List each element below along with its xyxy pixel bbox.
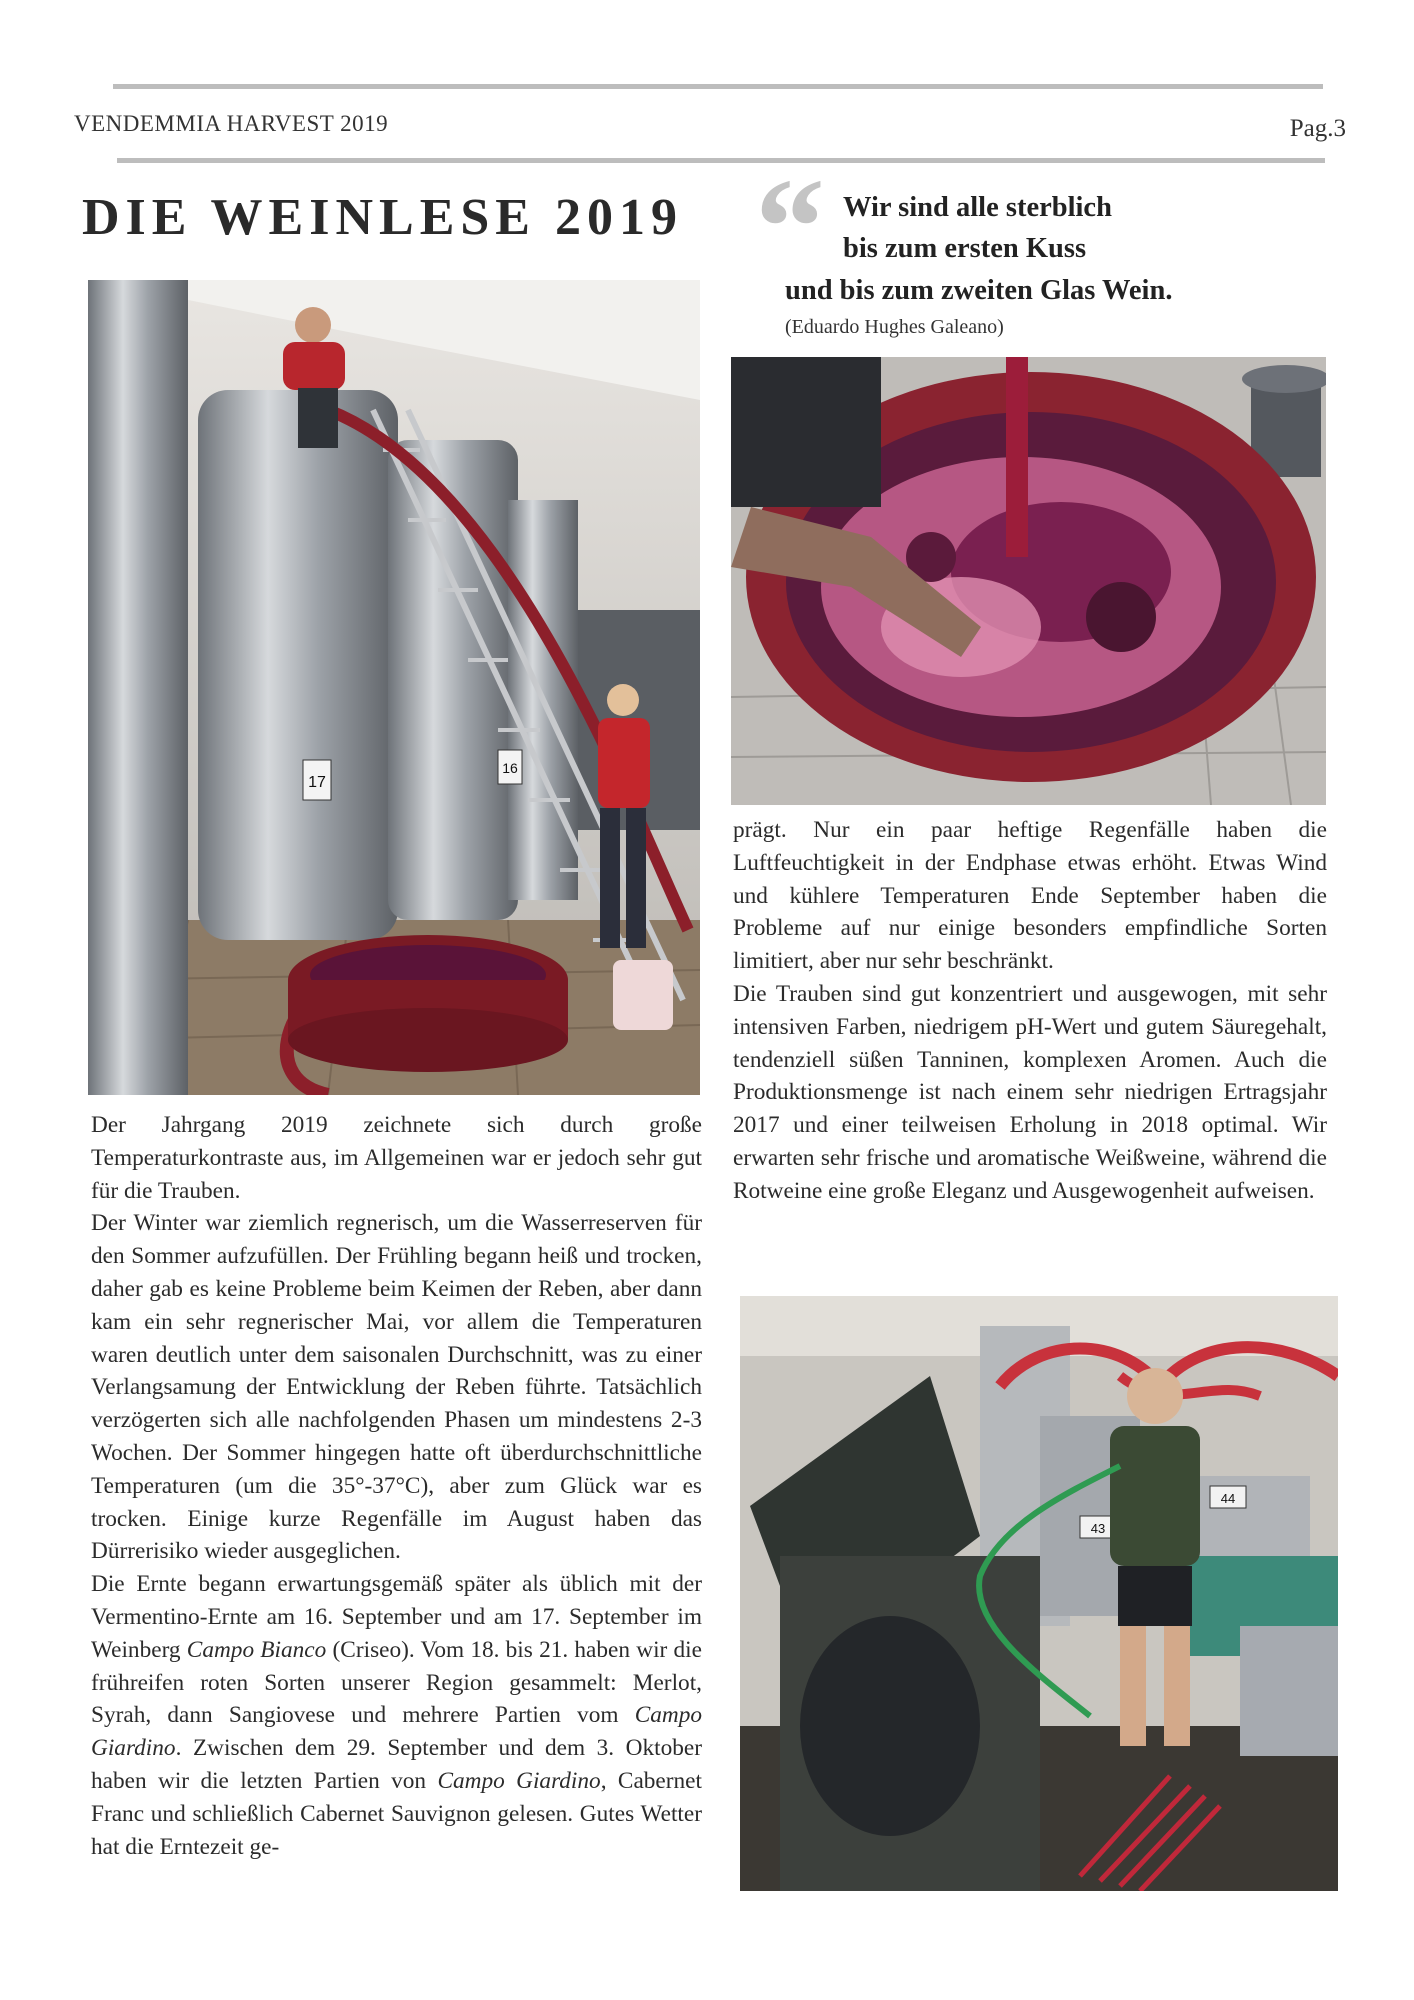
paragraph-weather: Der Winter war ziemlich regnerisch, um die Wasserreserven für den Sommer aufzufüllen. Der Frühling begann heiß und trocken, daher gab es keine Probleme beim Keimen der Reben, aber dann kam ein sehr regnerischer Mai, vor allem die Temperaturen waren deutlich unter dem saisonalen Durchschnitt, was zu einer Verlangsamung der Entwicklung der Reben führte. Tatsächlich verzögerten sich alle nachfolgenden Phasen um mindestens 2-3 Wochen. Der Sommer hingegen hatte oft überdurchschnittliche Temperaturen (um die 35°-37°C), aber zum Glück war es trocken. Einige kurze Regenfälle im August haben das Dürrerisiko wieder ausgeglichen. [91, 1210, 702, 1565]
paragraph-grape-quality: Die Trauben sind gut konzentriert und ausgewogen, mit sehr intensiven Farben, niedrigem pH-Wert und gutem Säuregehalt, tendenziell süßen Tanninen, komplexen Aromen. Auch die Produktionsmenge ist nach einem sehr niedrigen Ertragsjahr 2017 und einer teilweisen Erholung in 2018 optimal. Wir erwarten sehr frische und aromatische Weißweine, während die Rotweine eine große Eleganz und Ausgewogenheit aufweisen. [733, 980, 1327, 1204]
quote-line-1: Wir sind alle sterblich [843, 192, 1112, 223]
tank-label-17: 17 [308, 774, 326, 791]
paragraph-harvest-continued: prägt. Nur ein paar heftige Regenfälle haben die Luftfeuchtigkeit in der Endphase etwas erhöht. Etwas Wind und kühlere Temperaturen Ende September haben die Probleme auf nur einige besonders empfindliche Sorten limitiert, aber nur sehr beschränkt. [733, 817, 1327, 975]
tank-label-16: 16 [502, 760, 518, 776]
running-header-title: VENDEMMIA HARVEST 2019 [74, 111, 389, 136]
wine-must-vat-photo [731, 357, 1326, 805]
tank-label-43: 43 [1090, 1521, 1106, 1536]
article-title: DIE WEINLESE 2019 [82, 189, 683, 246]
header-rule-top [113, 84, 1323, 89]
quote-mark-icon: “ [755, 150, 825, 305]
paragraph-vintage-intro: Der Jahrgang 2019 zeichnete sich durch große Temperaturkontraste aus, im Allgemeinen war er jedoch sehr gut für die Trauben. [91, 1112, 702, 1204]
vineyard-name: Campo Giardino [437, 1767, 601, 1794]
article-body-left [91, 1109, 702, 1863]
article-body-right [733, 814, 1327, 1208]
quote-line-3: und bis zum zweiten Glas Wein. [785, 275, 1173, 306]
page-number: Pag.3 [1289, 115, 1346, 142]
header-rule-bottom [117, 158, 1325, 163]
quote-line-2: bis zum ersten Kuss [843, 233, 1087, 264]
vineyard-name: Campo Bianco [186, 1636, 327, 1663]
grape-press-photo [740, 1296, 1338, 1891]
tank-label-44: 44 [1220, 1491, 1236, 1506]
vineyard-name: Campo Giardino [91, 1702, 702, 1762]
paragraph-harvest: Die Ernte begann erwartungsgemäß später als üblich mit der Vermentino-Ernte am 16. September und am 17. September im Weinberg Campo Bianco (Criseo). Vom 18. bis 21. haben wir die frühreifen roten Sorten unserer Region gesammelt: Merlot, Syrah, dann Sangiovese und mehrere Partien vom Campo Giardino. Zwischen dem 29. September und dem 3. Oktober haben wir die letzten Partien von Campo Giardino, Cabernet Franc und schließlich Cabernet Sauvignon gelesen. Gutes Wetter hat die Erntezeit ge- [91, 1571, 702, 1860]
cellar-tanks-photo [88, 280, 700, 1095]
quote-author: (Eduardo Hughes Galeano) [785, 316, 1004, 338]
